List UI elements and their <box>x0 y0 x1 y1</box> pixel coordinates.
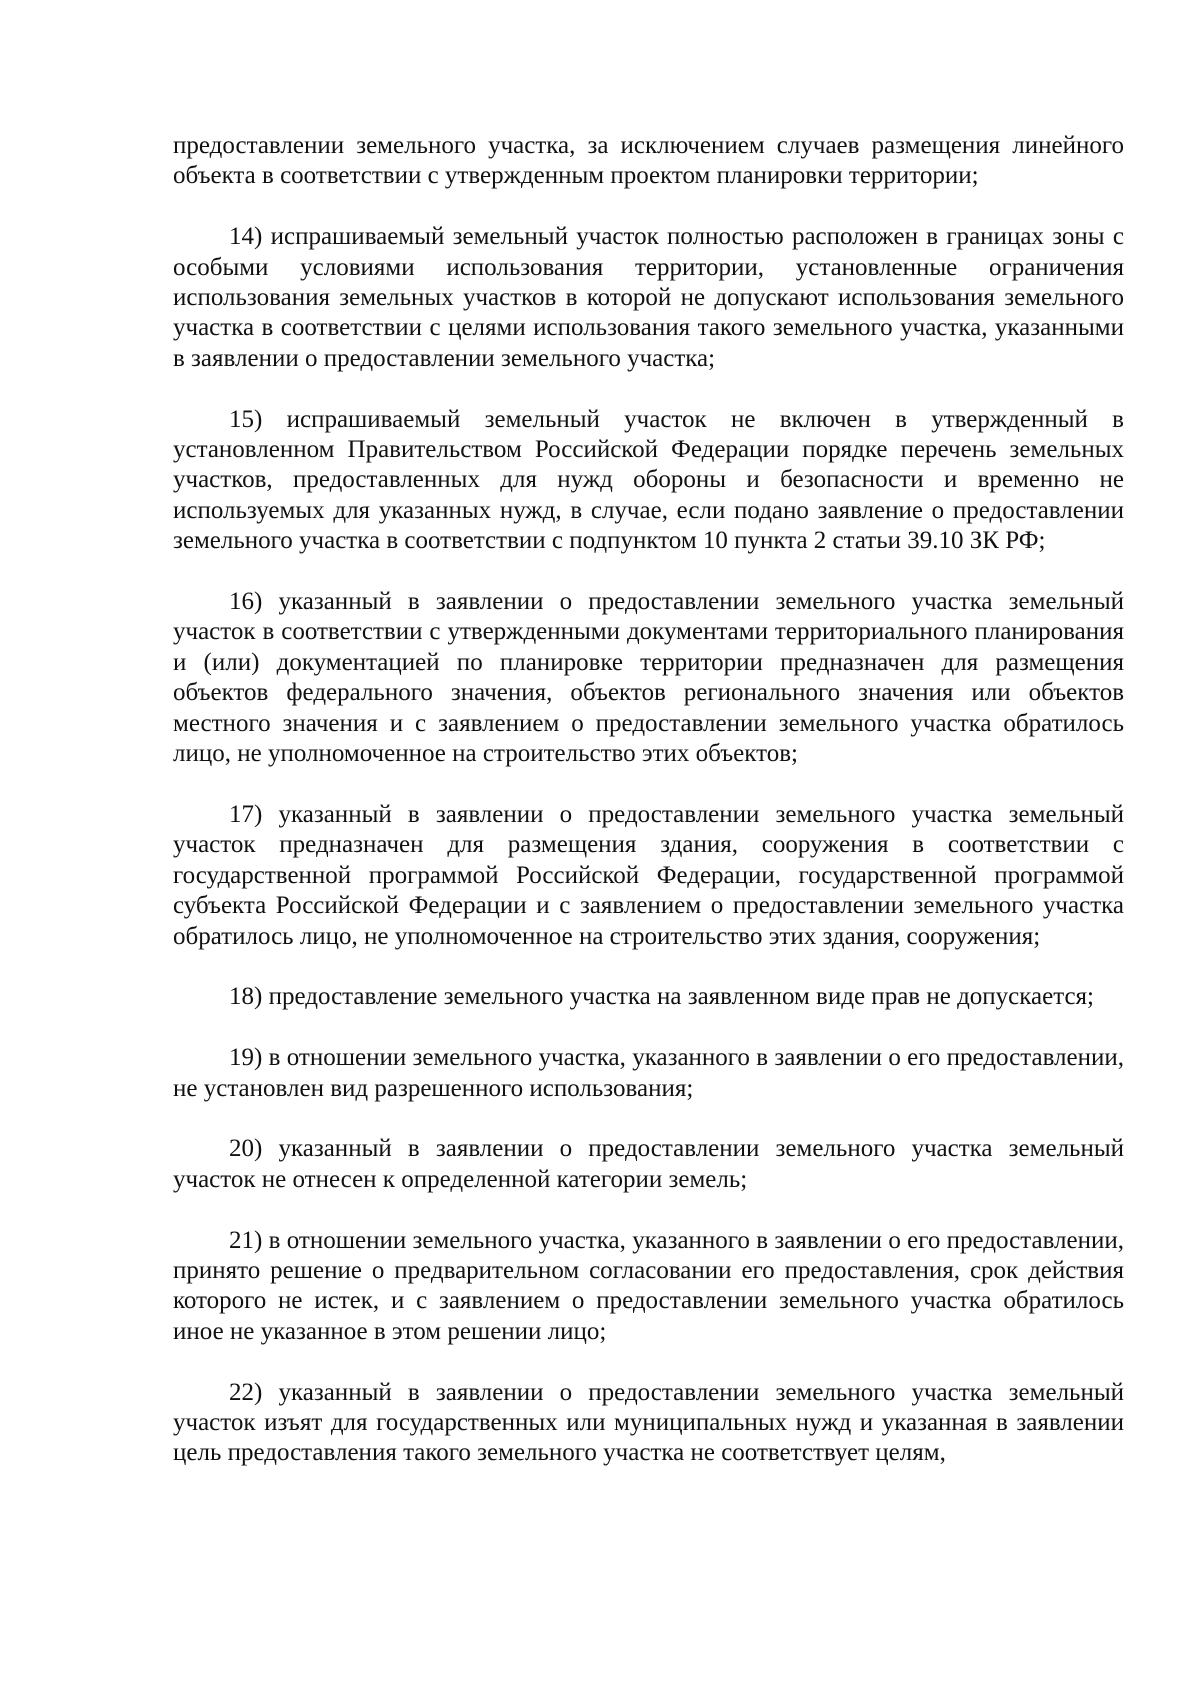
paragraph-item-21: 21) в отношении земельного участка, указанного в заявлении о его предоставлении, принято решение о предварительном согласовании его предоставления, срок действия которого не истек, и с заявлением о предоставлении земельного участка обратилось иное не указанное в этом решении лицо; <box>173 1226 1124 1345</box>
paragraph-item-15: 15) испрашиваемый земельный участок не включен в утвержденный в установленном Правительством Российской Федерации порядке перечень земельных участков, предоставленных для нужд обороны и безопасности и временно не используемых для указанных нужд, в случае, если подано заявление о предоставлении земельного участка в соответствии с подпунктом 10 пункта 2 статьи 39.10 ЗК РФ; <box>173 405 1124 555</box>
document-body <box>173 131 1124 1499</box>
paragraph-item-22: 22) указанный в заявлении о предоставлении земельного участка земельный участок изъят для государственных или муниципальных нужд и указанная в заявлении цель предоставления такого земельного участка не соответствует целям, <box>173 1378 1124 1467</box>
paragraph-item-19: 19) в отношении земельного участка, указанного в заявлении о его предоставлении, не установлен вид разрешенного использования; <box>173 1044 1124 1102</box>
paragraph-item-20: 20) указанный в заявлении о предоставлении земельного участка земельный участок не отнесен к определенной категории земель; <box>173 1135 1124 1193</box>
paragraph-item-14: 14) испрашиваемый земельный участок полностью расположен в границах зоны с особыми условиями использования территории, установленные ограничения использования земельных участков в которой не допускают использования земельного участка в соответствии с целями использования такого земельного участка, указанными в заявлении о предоставлении земельного участка; <box>173 223 1124 372</box>
paragraph-item-18: 18) предоставление земельного участка на заявленном виде прав не допускается; <box>229 983 1094 1011</box>
paragraph-item-17: 17) указанный в заявлении о предоставлении земельного участка земельный участок предназначен для размещения здания, сооружения в соответствии с государственной программой Российской Федерации, государственной программой субъекта Российской Федерации и с заявлением о предоставлении земельного участка обратилось лицо, не уполномоченное на строительство этих здания, сооружения; <box>173 800 1124 950</box>
paragraph-item-16: 16) указанный в заявлении о предоставлении земельного участка земельный участок в соответствии с утвержденными документами территориального планирования и (или) документацией по планировке территории предназначен для размещения объектов федерального значения, объектов регионального значения или объектов местного значения и с заявлением о предоставлении земельного участка обратилось лицо, не уполномоченное на строительство этих объектов; <box>173 588 1124 768</box>
paragraph-continuation: предоставлении земельного участка, за исключением случаев размещения линейного объекта в соответствии с утвержденным проектом планировки территории; <box>173 132 1124 190</box>
